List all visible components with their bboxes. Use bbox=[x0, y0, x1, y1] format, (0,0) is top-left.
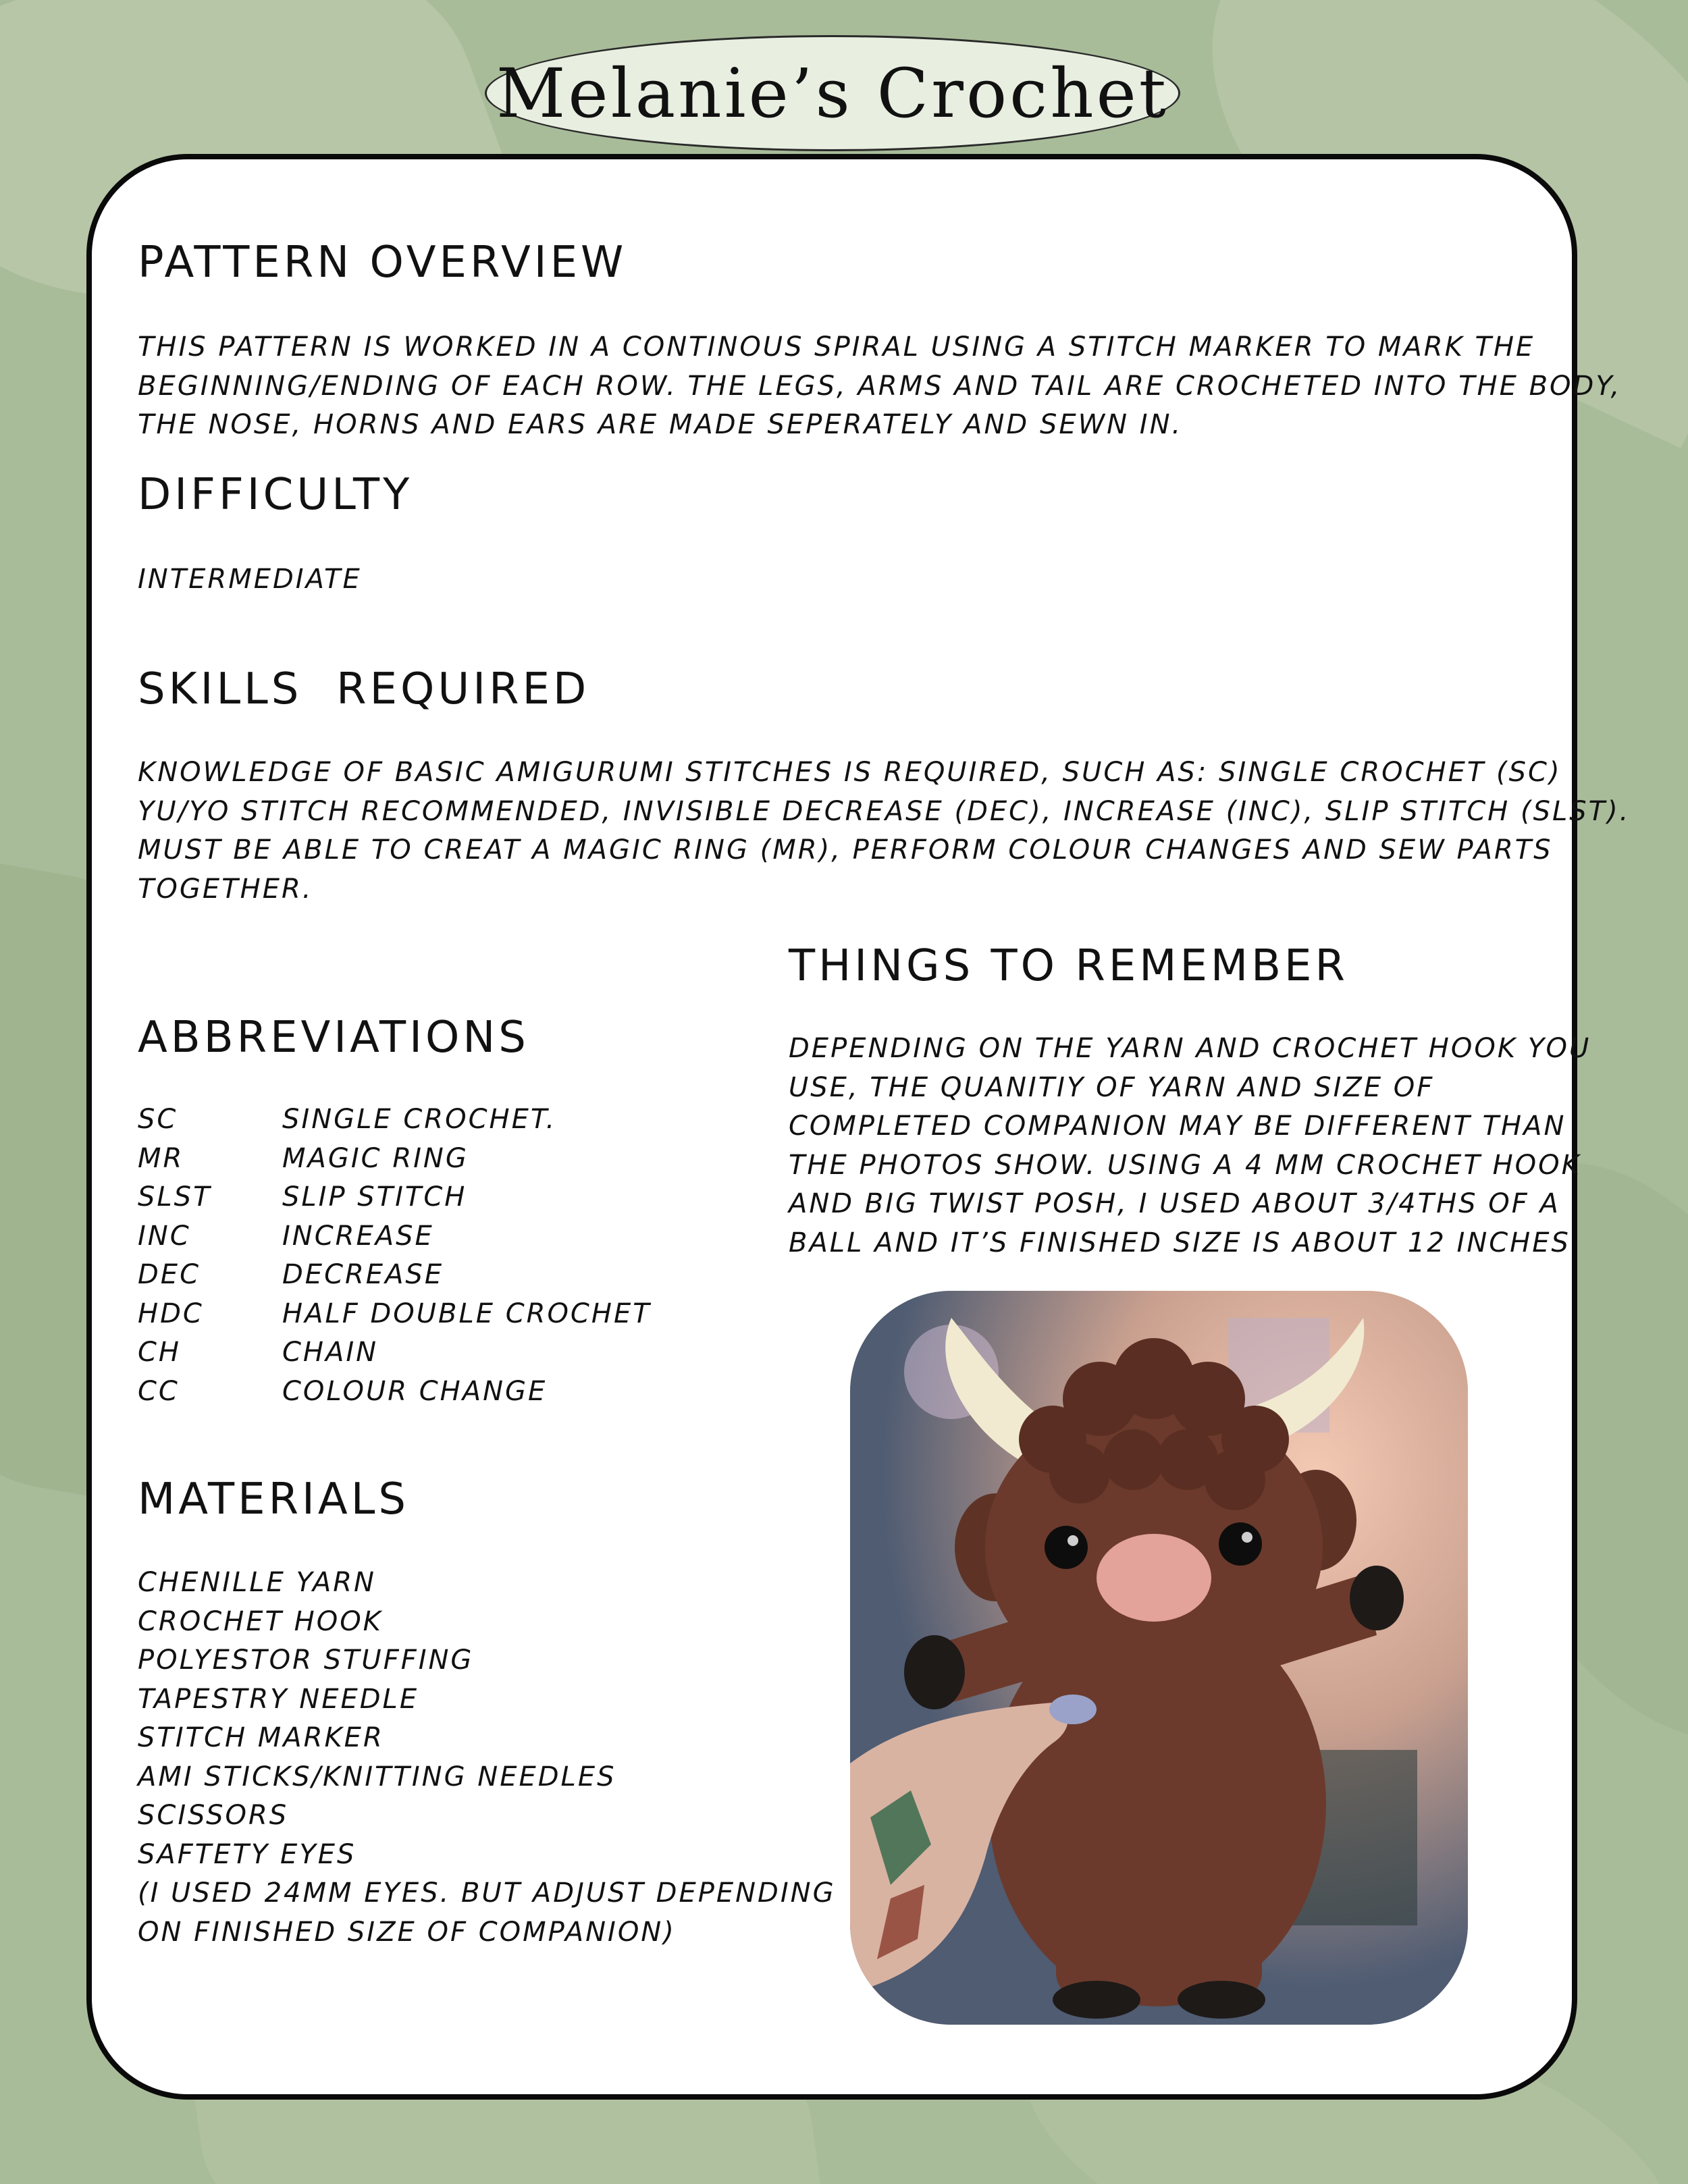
abbreviation-row bbox=[138, 1217, 678, 1256]
overview-heading: PATTERN OVERVIEW bbox=[138, 238, 627, 288]
highland-cow-plush-illustration bbox=[850, 1291, 1468, 2025]
abbreviation-code: INC bbox=[138, 1220, 191, 1252]
material-item: CROCHET HOOK bbox=[138, 1605, 383, 1637]
abbreviation-meaning: SINGLE CROCHET. bbox=[282, 1104, 557, 1135]
material-item: CHENILLE YARN bbox=[138, 1567, 376, 1598]
material-item: SCISSORS bbox=[138, 1800, 289, 1831]
skills-text bbox=[138, 753, 1630, 909]
plush-photo bbox=[850, 1291, 1468, 2025]
abbreviation-row bbox=[138, 1140, 678, 1179]
abbreviations-list bbox=[138, 1100, 678, 1411]
abbreviations-heading: ABBREVIATIONS bbox=[138, 1013, 529, 1063]
material-item: (I USED 24MM EYES. BUT ADJUST DEPENDING bbox=[138, 1877, 836, 1909]
abbreviation-row bbox=[138, 1178, 678, 1217]
overview-line: THIS PATTERN IS WORKED IN A CONTINOUS SPIRAL USING A STITCH MARKER TO MARK THE bbox=[138, 331, 1535, 363]
abbreviation-meaning: CHAIN bbox=[282, 1337, 379, 1368]
abbreviation-code: SC bbox=[138, 1104, 178, 1135]
overview-line: BEGINNING/ENDING OF EACH ROW. THE LEGS, ARMS AND TAIL ARE CROCHETED INTO THE BODY, bbox=[138, 370, 1622, 402]
abbreviation-code: MR bbox=[138, 1142, 184, 1174]
difficulty-text: INTERMEDIATE bbox=[138, 564, 362, 595]
abbreviation-meaning: COLOUR CHANGE bbox=[282, 1375, 548, 1407]
abbreviation-row bbox=[138, 1256, 678, 1295]
remember-line: AND BIG TWIST POSH, I USED ABOUT 3/4THS OF A bbox=[789, 1188, 1560, 1219]
remember-line: COMPLETED COMPANION MAY BE DIFFERENT THAN bbox=[789, 1111, 1566, 1142]
abbreviation-code: SLST bbox=[138, 1181, 212, 1213]
overview-line: THE NOSE, HORNS AND EARS ARE MADE SEPERATELY AND SEWN IN. bbox=[138, 409, 1183, 440]
material-item: POLYESTOR STUFFING bbox=[138, 1645, 474, 1676]
material-item: AMI STICKS/KNITTING NEEDLES bbox=[138, 1761, 616, 1792]
remember-line: USE, THE QUANITIY OF YARN AND SIZE OF bbox=[789, 1071, 1435, 1103]
page-title: Melanie’s Crochet bbox=[496, 53, 1169, 133]
abbreviation-meaning: HALF DOUBLE CROCHET bbox=[282, 1298, 652, 1329]
abbreviation-row bbox=[138, 1295, 678, 1334]
abbreviation-meaning: MAGIC RING bbox=[282, 1142, 469, 1174]
material-item: SAFTETY EYES bbox=[138, 1838, 357, 1870]
skills-line: KNOWLEDGE OF BASIC AMIGURUMI STITCHES IS REQUIRED, SUCH AS: SINGLE CROCHET (SC) bbox=[138, 757, 1562, 788]
difficulty-heading: DIFFICULTY bbox=[138, 470, 413, 520]
abbreviation-meaning: DECREASE bbox=[282, 1259, 444, 1290]
remember-line: DEPENDING ON THE YARN AND CROCHET HOOK YOU bbox=[789, 1033, 1591, 1064]
abbreviation-row bbox=[138, 1100, 678, 1140]
material-item: ON FINISHED SIZE OF COMPANION) bbox=[138, 1916, 676, 1948]
abbreviation-code: HDC bbox=[138, 1298, 204, 1329]
abbreviation-code: CC bbox=[138, 1375, 180, 1407]
remember-text bbox=[789, 1030, 1591, 1262]
skills-heading: SKILLS REQUIRED bbox=[138, 664, 590, 714]
materials-list bbox=[138, 1564, 836, 1952]
skills-line: MUST BE ABLE TO CREAT A MAGIC RING (MR), PERFORM COLOUR CHANGES AND SEW PARTS bbox=[138, 834, 1553, 865]
remember-line: BALL AND IT’S FINISHED SIZE IS ABOUT 12 INCHES bbox=[789, 1227, 1571, 1258]
difficulty-value bbox=[138, 560, 362, 600]
abbreviation-meaning: SLIP STITCH bbox=[282, 1181, 467, 1213]
skills-line: TOGETHER. bbox=[138, 873, 313, 905]
abbreviation-row bbox=[138, 1333, 678, 1373]
skills-line: YU/YO STITCH RECOMMENDED, INVISIBLE DECREASE (DEC), INCREASE (INC), SLIP STITCH (SLST). bbox=[138, 795, 1631, 827]
abbreviation-code: CH bbox=[138, 1337, 182, 1368]
abbreviation-code: DEC bbox=[138, 1259, 201, 1290]
remember-heading: THINGS TO REMEMBER bbox=[789, 941, 1348, 991]
material-item: TAPESTRY NEEDLE bbox=[138, 1683, 419, 1715]
material-item: STITCH MARKER bbox=[138, 1722, 384, 1753]
overview-text bbox=[138, 328, 1621, 445]
abbreviation-row bbox=[138, 1373, 678, 1412]
materials-heading: MATERIALS bbox=[138, 1474, 409, 1524]
remember-line: THE PHOTOS SHOW. USING A 4 MM CROCHET HOOK bbox=[789, 1149, 1581, 1181]
abbreviation-meaning: INCREASE bbox=[282, 1220, 434, 1252]
